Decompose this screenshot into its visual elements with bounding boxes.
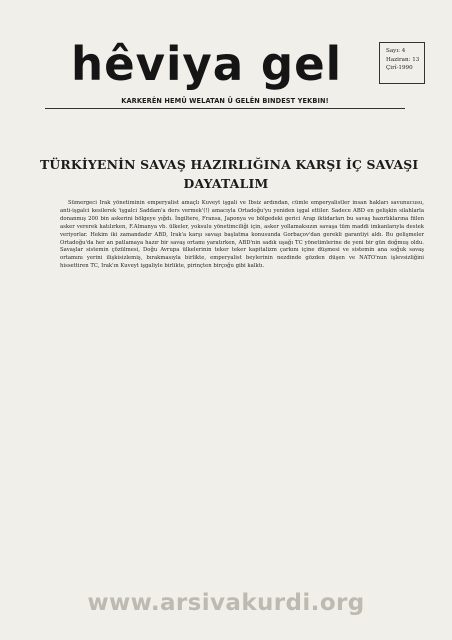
article-headline bbox=[40, 155, 419, 193]
article-columns bbox=[60, 200, 424, 590]
newspaper-logo: hêviya gel bbox=[71, 37, 343, 91]
issue-info-box bbox=[379, 42, 425, 84]
issue-number: Sayı: 4 bbox=[386, 48, 406, 54]
watermark-url: www.arsivakurdi.org bbox=[87, 590, 365, 616]
issue-date: Haziran: 13 bbox=[386, 56, 420, 63]
article-column-1 bbox=[60, 200, 424, 590]
headline-line-1: TÜRKİYENİN SAVAŞ HAZIRLIĞINA KARŞI İÇ SAVAŞI bbox=[40, 157, 419, 172]
issue-year: Çirî-1990 bbox=[386, 65, 413, 71]
article-paragraph: Sümergeci Irak yönetiminin emperyalist amaçlı Kuveyt işgali ve İbsiz ardından, cümle emperyalistler insan hakları savunucusu, anti-işgalci kesilerek 'işgalci Saddam'a ders vermek'(!) amacıyla Ortadoğu'yu yeniden işgal ettiler. Sadece ABD en gelişkin silahlarla donanmış 200 bin askerini bölgeye yığdı. İngiltere, Fransa, Japonya ve bölgedeki gerici Arap iktidarları bu savaş hazırlıklarına fiilen asker vererek katılırken, F.Almanya vb. ülkeler, yoksulu yönetimciliği için, asker yollamaksızın savaşa tüm maddi imkanlarıyla destek veriyorlar. Hekim iki zamandadır ABD, Irak'a karşı savaşı başlatma konusunda Gorbaçov'dan gerekli garantiyi aldı. Bu gelişmeler Ortadoğu'da her an patlamaya hazır bir savaş ortamı yaratırken, ABD'nin sadık uşağı TC yönetimlerine de yeni bir gün doğmuş oldu. Savaşlar sistemin çözülmesi, Doğu Avrupa ülkelerinin teker teker kapitalizm çarkını içine düşmesi ve sistemin ana soğuk savaş ortamını yerini ilişkisizlemiş, bırakmasıyla birlikte, emperyalist beylerinin nezdinde gözden düşen ve NATO'nun işlevsizliğini hissettiren TC, Irak'ın Kuveyt işgaliyle birlikte, pirinçten birçoğu gibi kalktı. bbox=[60, 200, 424, 270]
headline-line-2: DAYATALIM bbox=[183, 176, 269, 191]
masthead bbox=[45, 36, 405, 109]
masthead-slogan: KARKERÊN HEMÛ WELATAN Û GELÊN BINDEST YEKBIN! bbox=[121, 97, 329, 105]
